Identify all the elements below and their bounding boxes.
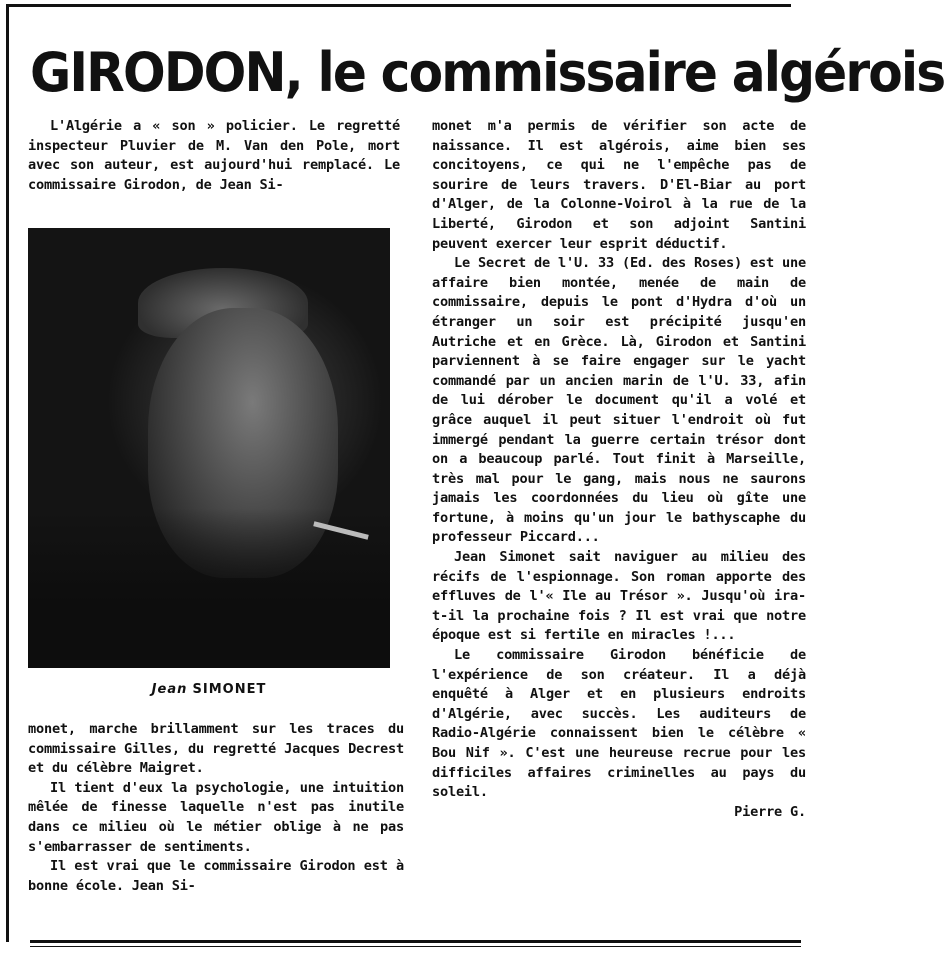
paragraph: Le Secret de l'U. 33 (Ed. des Roses) est une affaire bien montée, menée de main de commissaire, depuis le pont d'Hydra d'où un étranger un soir est précipité jusqu'en Autriche et en Grèce. Là, Girodon et Santini parviennent à se faire engager sur le yacht commandé par un ancien marin de l'U. 33, afin de lui dérober le document qu'il a volé et grâce auquel il peut situer l'endroit où fut immergé pendant la guerre certain trésor dont on a beaucoup parlé. Tout finit à Marseille, très mal pour le gang, mais nous ne saurons jamais les coordonnées du lieu où gîte une fortune, à moins qu'un jour le bathyscaphe du professeur Piccard... <box>432 255 806 546</box>
right-column <box>432 117 806 822</box>
left-rule <box>6 4 9 942</box>
paragraph: monet m'a permis de vérifier son acte de naissance. Il est algérois, aime bien ses concitoyens, ce qui ne l'empêche pas de sourire de leurs travers. D'El-Biar au port d'Alger, de la Colonne-Voirol à la rue de la Liberté, Girodon et son adjoint Santini peuvent exercer leur esprit déductif. <box>432 118 806 252</box>
author-signature: Pierre G. <box>734 803 806 820</box>
paragraph: monet, marche brillamment sur les traces du commissaire Gilles, du regretté Jacques Decrest et du célèbre Maigret. <box>28 721 404 777</box>
author-photo <box>28 228 390 662</box>
caption-family-name: SIMONET <box>192 682 267 697</box>
bottom-rule-thin <box>30 946 801 947</box>
left-column-intro <box>28 117 400 195</box>
photo-caption <box>28 682 390 697</box>
paragraph: Le commissaire Girodon bénéficie de l'expérience de son créateur. Il a déjà enquêté à Alger et en plusieurs endroits d'Algérie, avec succès. Les auditeurs de Radio-Algérie connaissent bien le célèbre « Bou Nif ». C'est une heureuse recrue pour les difficiles affaires criminelles au pays du soleil. <box>432 647 806 801</box>
article-headline: GIRODON, le commissaire algérois <box>30 41 944 104</box>
top-rule <box>6 4 791 7</box>
paragraph: Il est vrai que le commissaire Girodon est à bonne école. Jean Si- <box>28 858 404 894</box>
bottom-rule <box>30 940 801 943</box>
caption-given-name: Jean <box>151 682 188 697</box>
intro-paragraph: L'Algérie a « son » policier. Le regretté inspecteur Pluvier de M. Van den Pole, mort avec son auteur, est aujourd'hui remplacé. Le commissaire Girodon, de Jean Si- <box>28 118 400 193</box>
paragraph: Jean Simonet sait naviguer au milieu des récifs de l'espionnage. Son roman apporte des effluves de l'« Ile au Trésor ». Jusqu'où ira-t-il la prochaine fois ? Il est vrai que notre époque est si fertile en miracles !... <box>432 549 806 644</box>
left-column-continued <box>28 720 404 896</box>
paragraph: Il tient d'eux la psychologie, une intuition mêlée de finesse laquelle n'est pas inutile dans ce milieu où le métier oblige à ne pas s'embarrasser de sentiments. <box>28 779 404 855</box>
